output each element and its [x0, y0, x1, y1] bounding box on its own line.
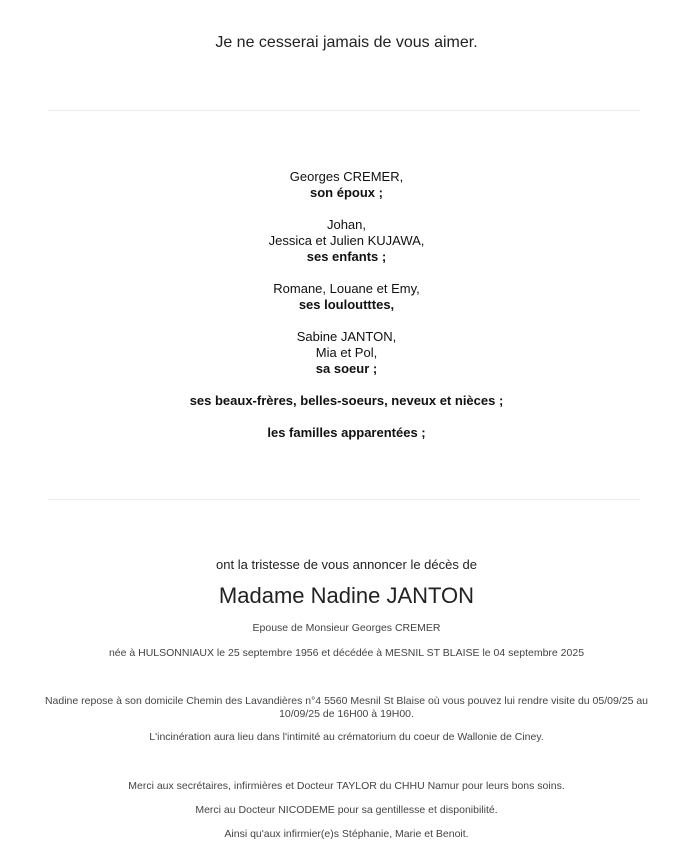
visitation-text: Nadine repose à son domicile Chemin des Lavandières n°4 5560 Mesnil St Blaise où vous pouvez lui rendre visite du 05/09/25 au 10/09/25 de 16H00 à 19H00.	[44, 695, 649, 720]
birth-death-line: née à HULSONNIAUX le 25 septembre 1956 et décédée à MESNIL ST BLAISE le 04 septembre 2025	[108, 647, 585, 659]
thanks-line-3: Ainsi qu'aux infirmier(e)s Stéphanie, Marie et Benoit.	[224, 828, 469, 840]
thanks-line-1: Merci aux secrétaires, infirmières et Docteur TAYLOR du CHHU Namur pour leurs bons soins.	[128, 780, 565, 792]
family-relation: son époux ;	[310, 185, 383, 200]
deceased-name: Madame Nadine JANTON	[218, 583, 475, 608]
related-families-line: les familles apparentées ;	[267, 425, 426, 440]
family-group-related	[0, 425, 693, 441]
extended-family-line: ses beaux-frères, belles-soeurs, neveux et nièces ;	[189, 393, 504, 408]
family-relation: ses enfants ;	[306, 249, 387, 264]
spouse-line: Epouse de Monsieur Georges CREMER	[252, 622, 441, 634]
top-divider	[48, 110, 640, 111]
family-group-grandchildren	[0, 281, 693, 313]
memorial-quote: Je ne cesserai jamais de vous aimer.	[215, 34, 478, 51]
family-name-line: Mia et Pol,	[315, 345, 378, 360]
family-name-line: Georges CREMER,	[289, 169, 404, 184]
family-name-line: Jessica et Julien KUJAWA,	[268, 233, 425, 248]
family-group-children	[0, 217, 693, 265]
cremation-text: L'incinération aura lieu dans l'intimité au crématorium du coeur de Wallonie de Ciney.	[149, 731, 544, 743]
announcement-text: ont la tristesse de vous annoncer le décès de	[216, 557, 477, 572]
family-group-sister	[0, 329, 693, 377]
family-name-line: Johan,	[326, 217, 367, 232]
family-name-line: Sabine JANTON,	[296, 329, 397, 344]
family-group-spouse	[0, 169, 693, 201]
thanks-line-2: Merci au Docteur NICODEME pour sa gentillesse et disponibilité.	[195, 804, 498, 816]
family-relation: sa soeur ;	[315, 361, 378, 376]
middle-divider	[48, 499, 640, 500]
family-group-extended	[0, 393, 693, 409]
family-list	[0, 169, 693, 457]
family-name-line: Romane, Louane et Emy,	[273, 281, 420, 296]
family-relation: ses louloutttes,	[298, 297, 395, 312]
